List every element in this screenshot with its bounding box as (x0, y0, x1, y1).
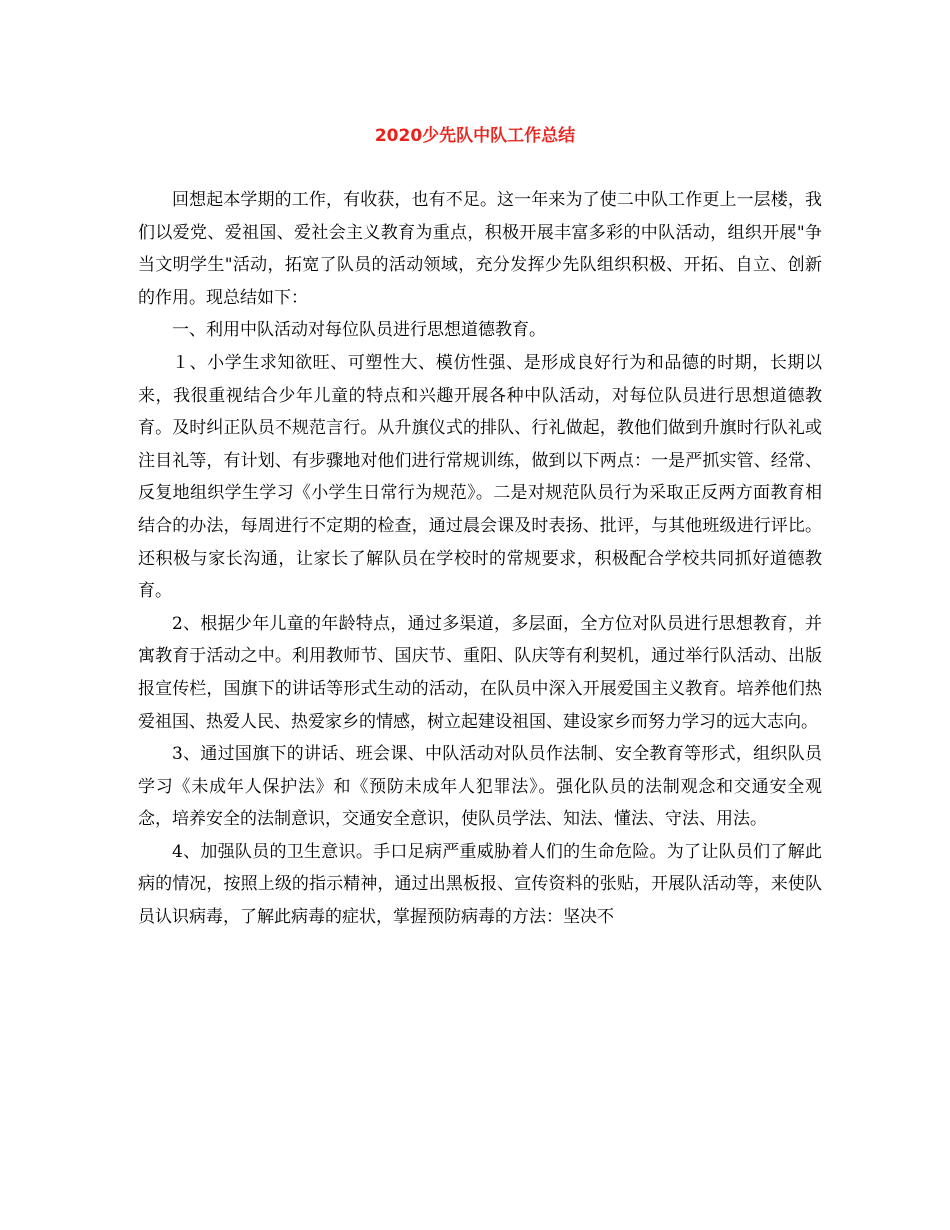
paragraph-item-4: 4、加强队员的卫生意识。手口足病严重威胁着人们的生命危险。为了让队员们了解此病的情况，按照上级的指示精神，通过出黑板报、宣传资料的张贴，开展队活动等，来使队员认识病毒，了解此病毒的症状，掌握预防病毒的方法：坚决不 (138, 841, 822, 928)
document-body (138, 184, 822, 934)
paragraph-intro: 回想起本学期的工作，有收获，也有不足。这一年来为了使二中队工作更上一层楼，我们以爱党、爱祖国、爱社会主义教育为重点，积极开展丰富多彩的中队活动，组织开展"争当文明学生"活动，拓宽了队员的活动领域，充分发挥少先队组织积极、开拓、自立、创新的作用。现总结如下： (138, 190, 822, 308)
paragraph-item-2: 2、根据少年儿童的年龄特点，通过多渠道，多层面，全方位对队员进行思想教育，并寓教育于活动之中。利用教师节、国庆节、重阳、队庆等有利契机，通过举行队活动、出版报宣传栏，国旗下的讲话等形式生动的活动，在队员中深入开展爱国主义教育。培养他们热爱祖国、热爱人民、热爱家乡的情感，树立起建设祖国、建设家乡而努力学习的远大志向。 (138, 613, 822, 732)
paragraph-section-heading: 一、利用中队活动对每位队员进行思想道德教育。 (172, 320, 546, 341)
paragraph-item-1: １、小学生求知欲旺、可塑性大、模仿性强、是形成良好行为和品德的时期，长期以来，我很重视结合少年儿童的特点和兴趣开展各种中队活动，对每位队员进行思想道德教育。及时纠正队员不规范言行。从升旗仪式的排队、行礼做起，教他们做到升旗时行队礼或注目礼等，有计划、有步骤地对他们进行常规训练，做到以下两点：一是严抓实管、经常、反复地组织学生学习《小学生日常行为规范》。二是对规范队员行为采取正反两方面教育相结合的办法，每周进行不定期的检查，通过晨会课及时表扬、批评，与其他班级进行评比。还积极与家长沟通，让家长了解队员在学校时的常规要求，积极配合学校共同抓好道德教育。 (138, 352, 822, 602)
paragraph-item-3: 3、通过国旗下的讲话、班会课、中队活动对队员作法制、安全教育等形式，组织队员学习《未成年人保护法》和《预防未成年人犯罪法》。强化队员的法制观念和交通安全观念，培养安全的法制意识，交通安全意识，使队员学法、知法、懂法、守法、用法。 (138, 744, 822, 830)
document-title: 2020少先队中队工作总结 (374, 126, 576, 146)
